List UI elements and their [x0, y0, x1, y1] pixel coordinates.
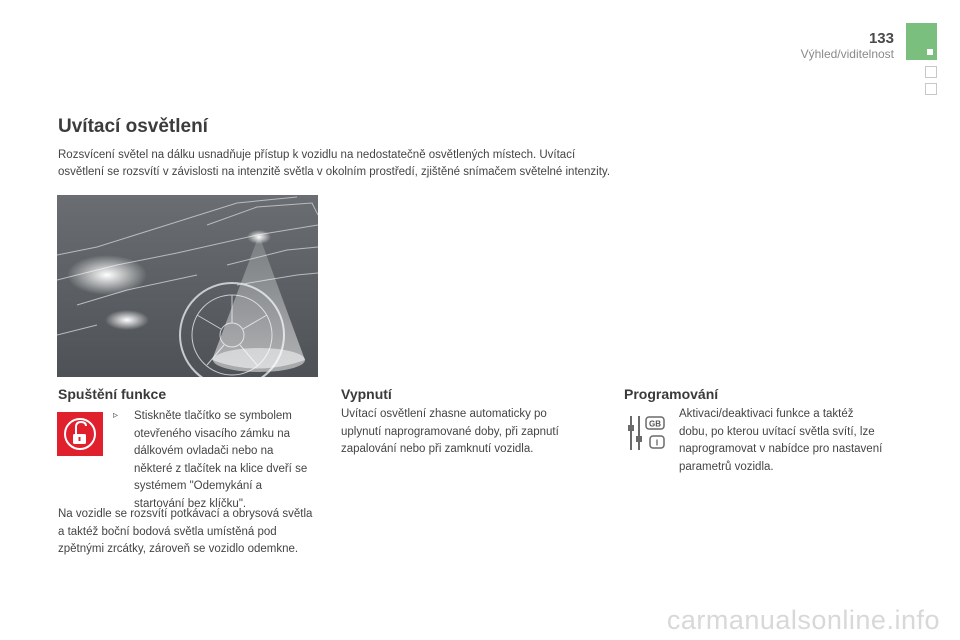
switch-off-heading: Vypnutí [341, 386, 392, 402]
switch-off-text: Uvítací osvětlení zhasne automaticky po uplynutí naprogramované doby, při zapnutí zapalování nebo při zamknutí vozidla. [341, 408, 559, 455]
activation-step: Stiskněte tlačítko se symbolem otevřeného visacího zámku na dálkovém ovladači nebo na některé z tlačítek na klice dveří se systémem "Odemykání a startování bez klíčku". [134, 410, 308, 510]
settings-menu-icon [626, 414, 670, 452]
watermark: carmanualsonline.info [666, 605, 940, 635]
activation-heading: Spuštění funkce [58, 386, 167, 402]
chapter-tab-active [906, 23, 937, 60]
chapter-tab [925, 83, 937, 95]
car-welcome-lighting-illustration [57, 195, 318, 377]
programming-heading: Programování [624, 386, 719, 402]
bullet-marker: ▹ [113, 410, 119, 421]
unlock-button-icon [57, 412, 103, 456]
icon-label-gb: GB [649, 419, 661, 429]
section-title: Výhled/viditelnost [800, 47, 894, 61]
chapter-tab [925, 66, 937, 78]
page-title: Uvítací osvětlení [58, 116, 208, 137]
programming-text: Aktivaci/deaktivaci funkce a taktéž dobu, po kterou uvítací světla svítí, lze naprogramovat v nabídce pro nastavení parametrů vozidla. [679, 408, 883, 473]
icon-label-i: I [655, 438, 659, 448]
page-number: 133 [868, 30, 894, 47]
activation-note: Na vozidle se rozsvítí potkávací a obrysová světla a taktéž boční bodová světla umístěná pod zpětnými zrcátky, zároveň se vozidlo odemkne. [58, 508, 313, 555]
intro-paragraph: Rozsvícení světel na dálku usnadňuje přístup k vozidlu na nedostatečně osvětlených místech. Uvítací osvětlení se rozsvítí v závislosti na intenzitě světla v okolním prostředí, zjištěné snímačem světelné intenzity. [58, 149, 611, 178]
